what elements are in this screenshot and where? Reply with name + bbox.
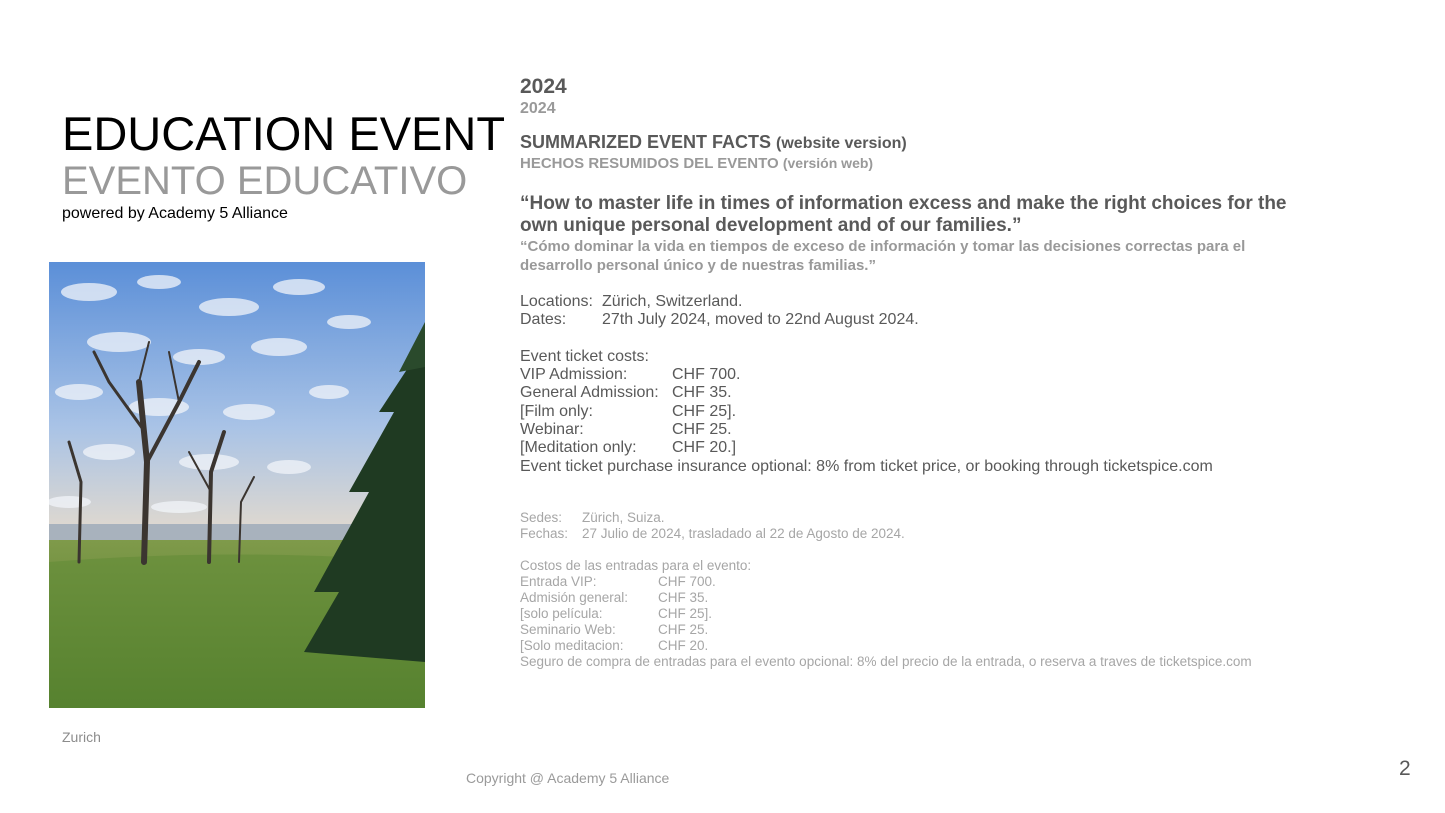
- dates-value-spanish: 27 Julio de 2024, trasladado al 22 de Agosto de 2024.: [582, 525, 905, 541]
- summary-heading-spanish-note: (versión web): [782, 155, 874, 171]
- summary-heading: [520, 132, 1320, 154]
- ticket-label-spanish: [solo película:: [520, 605, 603, 621]
- ticket-price-spanish: CHF 25.: [658, 621, 709, 637]
- ticket-row-spanish: [520, 606, 1320, 622]
- ticket-row: [520, 421, 1320, 439]
- insurance-note-spanish: Seguro de compra de entradas para el evento opcional: 8% del precio de la entrada, o reserva a traves de ticketspice.com: [520, 653, 1252, 669]
- summary-heading-note: (website version): [776, 135, 907, 152]
- page-title: EDUCATION EVENT: [62, 107, 506, 160]
- dates-label-spanish: Fechas:: [520, 525, 569, 541]
- year: 2024: [520, 75, 567, 98]
- photo-caption: Zurich: [62, 729, 101, 745]
- ticket-label-spanish: Entrada VIP:: [520, 573, 597, 589]
- ticket-price: CHF 25.: [672, 421, 732, 439]
- ticket-row-spanish: [520, 574, 1320, 590]
- dates-row-spanish: [520, 526, 1320, 542]
- costs-heading: Event ticket costs:: [520, 347, 649, 365]
- ticket-label: [Meditation only:: [520, 439, 637, 457]
- summary-heading-spanish: [520, 154, 1320, 173]
- summary-heading-spanish-text: HECHOS RESUMIDOS DEL EVENTO: [520, 155, 779, 172]
- ticket-label: Webinar:: [520, 421, 584, 439]
- details-spanish: [520, 510, 1320, 670]
- page-title-spanish: EVENTO EDUCATIVO: [62, 159, 468, 203]
- summary-heading-text: SUMMARIZED EVENT FACTS: [520, 132, 772, 152]
- event-facts: [520, 74, 1320, 670]
- ticket-row: [520, 384, 1320, 402]
- ticket-label: VIP Admission:: [520, 366, 628, 384]
- dates-row: [520, 311, 1320, 329]
- ticket-label: General Admission:: [520, 384, 659, 402]
- zurich-park-photo: [49, 262, 425, 708]
- locations-value: Zürich, Switzerland.: [602, 293, 743, 310]
- insurance-note: Event ticket purchase insurance optional: 8% from ticket price, or booking through ticketspice.com: [520, 457, 1213, 475]
- locations-row: [520, 293, 1320, 311]
- ticket-row: [520, 439, 1320, 457]
- ticket-price: CHF 20.]: [672, 439, 737, 457]
- dates-label: Dates:: [520, 311, 567, 329]
- ticket-price: CHF 35.: [672, 384, 732, 402]
- ticket-price-spanish: CHF 35.: [658, 589, 709, 605]
- ticket-price-spanish: CHF 20.: [658, 637, 709, 653]
- powered-by: powered by Academy 5 Alliance: [62, 205, 288, 222]
- locations-value-spanish: Zürich, Suiza.: [582, 509, 665, 525]
- ticket-label-spanish: Seminario Web:: [520, 621, 616, 637]
- event-quote-spanish: “Cómo dominar la vida en tiempos de exceso de información y tomar las decisiones correctas para el desarrollo personal único y de nuestras familias.”: [520, 238, 1246, 274]
- ticket-row-spanish: [520, 638, 1320, 654]
- locations-row-spanish: [520, 510, 1320, 526]
- locations-label: Locations:: [520, 293, 593, 310]
- costs-heading-spanish: Costos de las entradas para el evento:: [520, 557, 752, 573]
- copyright: Copyright @ Academy 5 Alliance: [466, 770, 670, 786]
- locations-label-spanish: Sedes:: [520, 509, 563, 525]
- ticket-price: CHF 700.: [672, 366, 741, 384]
- year-spanish: 2024: [520, 100, 556, 117]
- details-english: [520, 293, 1320, 476]
- ticket-price-spanish: CHF 700.: [658, 573, 716, 589]
- dates-value: 27th July 2024, moved to 22nd August 2024.: [602, 311, 919, 329]
- ticket-label-spanish: Admisión general:: [520, 589, 629, 605]
- ticket-label: [Film only:: [520, 402, 593, 420]
- event-quote: “How to master life in times of information excess and make the right choices for the own unique personal development and of our families.”: [520, 193, 1287, 236]
- ticket-label-spanish: [Solo meditacion:: [520, 637, 624, 653]
- ticket-row-spanish: [520, 622, 1320, 638]
- ticket-price-spanish: CHF 25].: [658, 605, 713, 621]
- page-number: 2: [1399, 757, 1411, 780]
- ticket-price: CHF 25].: [672, 402, 737, 420]
- ticket-row: [520, 403, 1320, 421]
- ticket-row-spanish: [520, 590, 1320, 606]
- ticket-row: [520, 366, 1320, 384]
